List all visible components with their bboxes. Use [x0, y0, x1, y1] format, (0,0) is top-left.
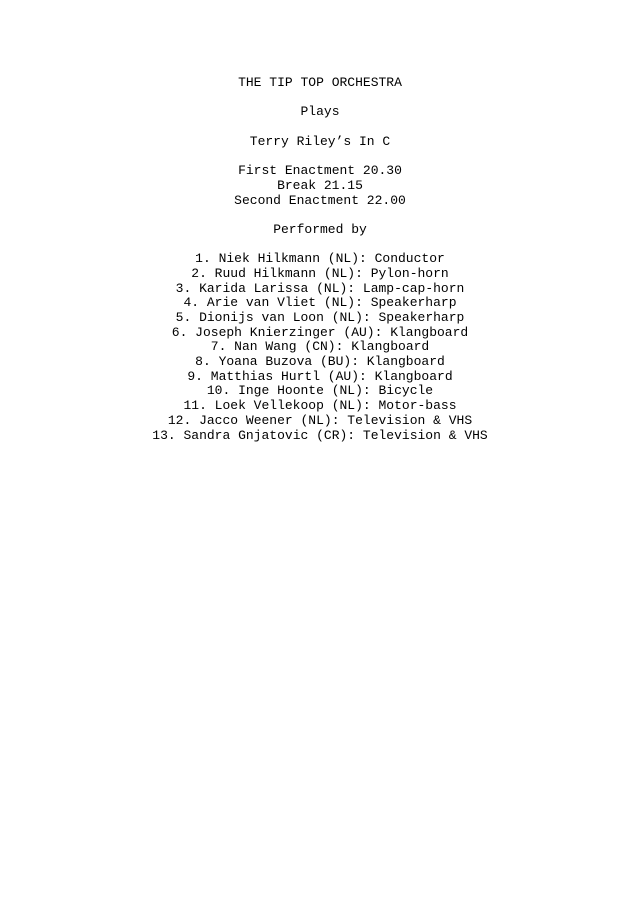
list-item: 5. Dionijs van Loon (NL): Speakerharp	[175, 310, 465, 325]
second-enactment: Second Enactment 22.00	[234, 192, 406, 208]
list-item: 1. Niek Hilkmann (NL): Conductor	[195, 251, 445, 267]
list-item: 6. Joseph Knierzinger (AU): Klangboard	[171, 324, 469, 340]
spacer	[0, 238, 640, 253]
list-item: 7. Nan Wang (CN): Klangboard	[210, 339, 430, 355]
break-time: Break 21.15	[277, 177, 363, 193]
plays-label: Plays	[300, 104, 340, 120]
list-item: 11. Loek Vellekoop (NL): Motor-bass	[183, 398, 457, 414]
first-enactment: First Enactment 20.30	[238, 163, 402, 179]
list-item: 4. Arie van Vliet (NL): Speakerharp	[183, 295, 457, 311]
list-item: 8. Yoana Buzova (BU): Klangboard	[195, 354, 445, 370]
list-item: 9. Matthias Hurtl (AU): Klangboard	[187, 368, 453, 384]
list-item: 12. Jacco Weener (NL): Television & VHS	[167, 412, 473, 428]
spacer	[0, 149, 640, 164]
orchestra-title: THE TIP TOP ORCHESTRA	[238, 75, 402, 90]
performed-by-heading: Performed by	[273, 221, 367, 237]
document-page	[0, 76, 640, 443]
spacer	[0, 120, 640, 135]
work-title: Terry Riley’s In C	[249, 133, 391, 149]
list-item: 13. Sandra Gnjatovic (CR): Television & VHS	[152, 427, 488, 443]
spacer	[0, 91, 640, 106]
list-item: 10. Inge Hoonte (NL): Bicycle	[206, 383, 434, 399]
performer-list	[0, 252, 640, 443]
list-item: 2. Ruud Hilkmann (NL): Pylon-horn	[191, 265, 449, 281]
spacer	[0, 208, 640, 223]
list-item: 3. Karida Larissa (NL): Lamp-cap-horn	[175, 280, 465, 296]
